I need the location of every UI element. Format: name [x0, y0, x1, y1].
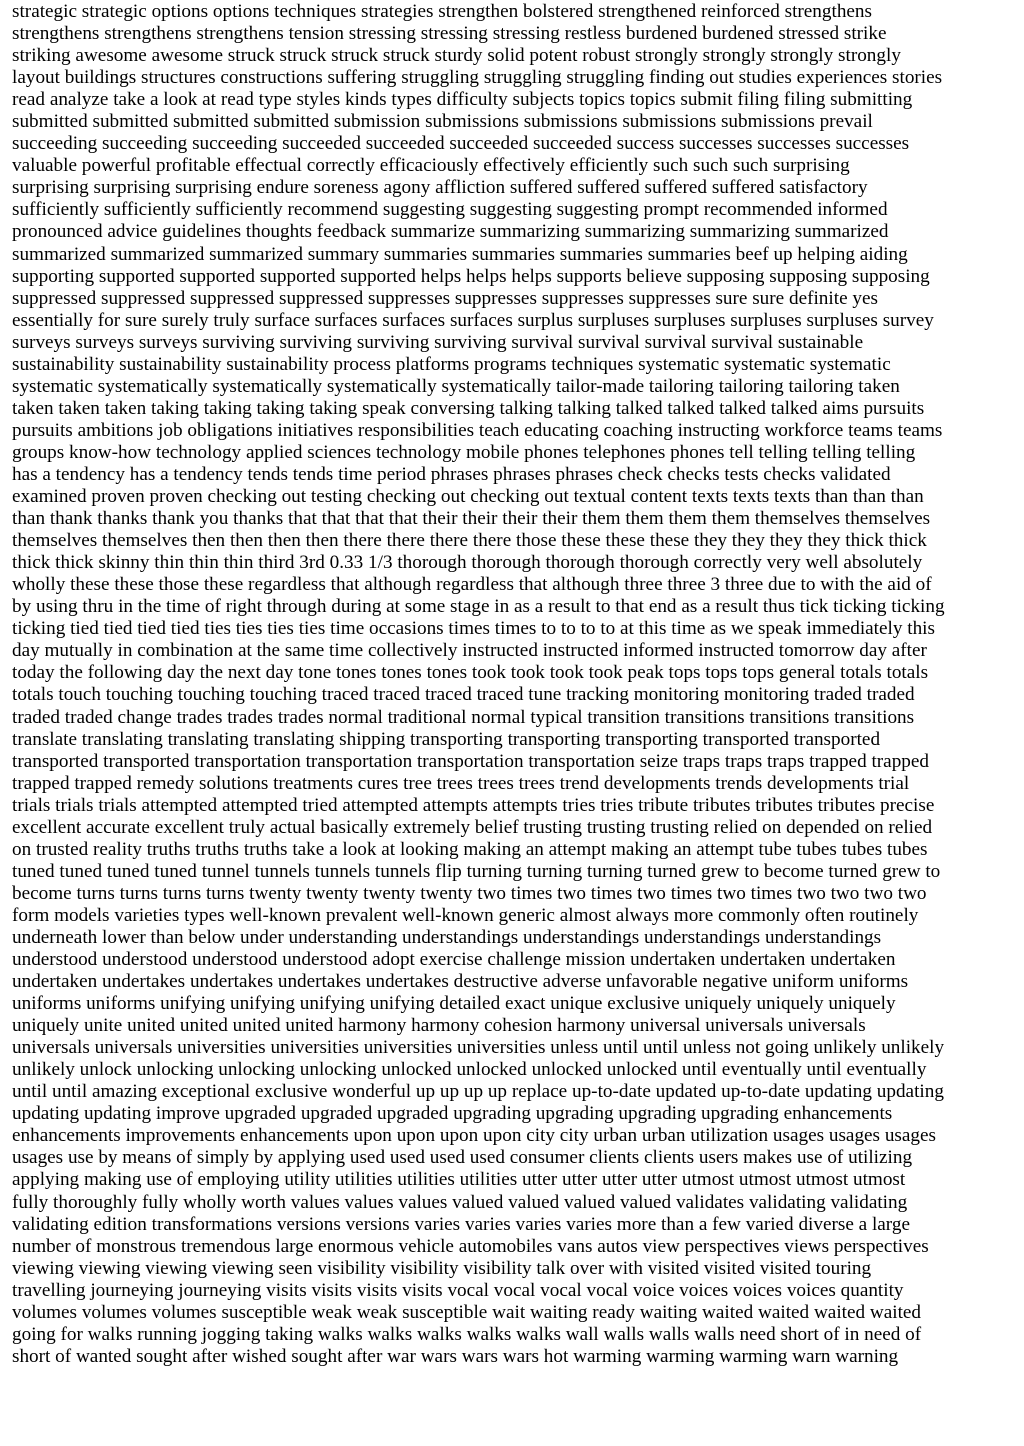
text-line: read analyze take a look at read type styles kinds types difficulty subjects topics topics submit filing filing submitting: [12, 89, 913, 111]
text-line: essentially for sure surely truly surface surfaces surfaces surfaces surplus surpluses surpluses surpluses surpluses survey: [12, 309, 934, 331]
text-line: fully thoroughly fully wholly worth values values values valued valued valued valued validates validating validating: [12, 1191, 908, 1213]
text-line: suppressed suppressed suppressed suppressed suppresses suppresses suppresses suppresses sure sure definite yes: [12, 287, 878, 309]
text-line: surprising surprising surprising endure soreness agony affliction suffered suffered suffered suffered satisfactory: [12, 177, 868, 199]
text-line: universals universals universities universities universities universities unless until until unless not going unlikely unlikely: [12, 1037, 945, 1059]
text-line: short of wanted sought after wished sought after war wars wars wars hot warming warming warming warn warning: [12, 1345, 899, 1367]
text-line: pursuits ambitions job obligations initiatives responsibilities teach educating coaching instructing workforce teams teams: [12, 419, 943, 441]
text-line: strategic strategic options options techniques strategies strengthen bolstered strengthened reinforced strengthens: [12, 1, 872, 22]
text-line: going for walks running jogging taking walks walks walks walks walks wall walls walls walls need short of in need of: [12, 1323, 922, 1345]
text-line: on trusted reality truths truths truths take a look at looking making an attempt making an attempt tube tubes tubes tubes: [12, 838, 928, 860]
text-line: groups know-how technology applied sciences technology mobile phones telephones phones tell telling telling telling: [12, 441, 916, 463]
text-line: applying making use of employing utility utilities utilities utilities utter utter utter utter utmost utmost utmost utmost: [12, 1169, 906, 1191]
text-line: submitted submitted submitted submitted submission submissions submissions submissions submissions prevail: [12, 111, 873, 133]
text-line: summarized summarized summarized summary summaries summaries summaries summaries beef up helping aiding: [12, 243, 908, 265]
text-line: underneath lower than below under understanding understandings understandings understandings understandings: [12, 926, 882, 948]
text-line: travelling journeying journeying visits visits visits visits vocal vocal vocal vocal voice voices voices voices quantity: [12, 1279, 904, 1301]
text-line: systematic systematically systematically systematically systematically tailor-made tailoring tailoring tailoring taken: [12, 375, 900, 397]
text-line: taken taken taken taking taking taking taking speak conversing talking talking talked talked talked talked aims pursuits: [12, 397, 925, 419]
text-line: supporting supported supported supported supported helps helps helps supports believe supposing supposing supposing: [12, 265, 930, 287]
text-line: uniquely unite united united united united harmony harmony cohesion harmony universal universals universals: [12, 1015, 866, 1037]
text-line: thick thick skinny thin thin thin third 3rd 0.33 1/3 thorough thorough thorough thorough correctly very well absolutely: [12, 552, 923, 574]
text-line: pronounced advice guidelines thoughts feedback summarize summarizing summarizing summarizing summarized: [12, 221, 889, 243]
text-line: sufficiently sufficiently sufficiently recommend suggesting suggesting suggesting prompt recommended informed: [12, 199, 888, 221]
text-line: strengthens strengthens strengthens tension stressing stressing stressing restless burdened burdened stressed strike: [12, 23, 887, 45]
text-line: validating edition transformations versions versions varies varies varies varies more than a few varied diverse a large: [12, 1213, 910, 1235]
text-line: than thank thanks thank you thanks that that that that their their their their them them them them themselves themselves: [12, 508, 931, 530]
text-line: by using thru in the time of right through during at some stage in as a result to that end as a result thus tick ticking ticking: [12, 596, 945, 618]
text-line: themselves themselves then then then then there there there there those these these these they they they they thick thick: [12, 530, 927, 552]
text-line: unlikely unlock unlocking unlocking unlocking unlocked unlocked unlocked unlocked until eventually until eventually: [12, 1059, 927, 1081]
text-line: layout buildings structures constructions suffering struggling struggling struggling finding out studies experiences stories: [12, 67, 943, 89]
text-line: become turns turns turns turns twenty twenty twenty twenty two times two times two times two times two two two two: [12, 882, 927, 904]
text-line: trials trials trials attempted attempted tried attempted attempts attempts tries tries tribute tributes tributes tributes precise: [12, 794, 935, 816]
text-line: traded traded change trades trades trades normal traditional normal typical transition transitions transitions transitions: [12, 706, 915, 728]
text-line: tuned tuned tuned tuned tunnel tunnels tunnels tunnels flip turning turning turning turned grew to become turned grew to: [12, 860, 941, 882]
text-line: enhancements improvements enhancements upon upon upon upon city city urban urban utilization usages usages usages: [12, 1125, 936, 1147]
text-line: has a tendency has a tendency tends tends time period phrases phrases phrases check checks tests checks validated: [12, 463, 891, 485]
text-line: volumes volumes volumes susceptible weak weak susceptible wait waiting ready waiting waited waited waited waited: [12, 1301, 922, 1323]
text-line: succeeding succeeding succeeding succeeded succeeded succeeded succeeded success successes successes successes: [12, 133, 910, 155]
text-line: undertaken undertakes undertakes undertakes undertakes destructive adverse unfavorable negative uniform uniforms: [12, 971, 909, 993]
text-line: ticking tied tied tied tied ties ties ties ties time occasions times times to to to to at this time as we speak immediately this: [12, 618, 935, 640]
text-line: viewing viewing viewing viewing seen visibility visibility visibility talk over with visited visited visited touring: [12, 1257, 872, 1279]
text-line: today the following day the next day tone tones tones tones took took took took peak tops tops tops general totals totals: [12, 662, 929, 684]
text-line: excellent accurate excellent truly actual basically extremely belief trusting trusting trusting relied on depended on relied: [12, 816, 933, 838]
text-line: day mutually in combination at the same time collectively instructed instructed informed instructed tomorrow day after: [12, 640, 927, 662]
text-line: valuable powerful profitable effectual correctly efficaciously effectively efficiently such such such surprising: [12, 155, 850, 177]
text-line: usages use by means of simply by applying used used used used consumer clients clients users makes use of utilizing: [12, 1147, 913, 1169]
text-line: sustainability sustainability sustainability process platforms programs techniques systematic systematic systematic: [12, 353, 891, 375]
text-line: updating updating improve upgraded upgraded upgraded upgrading upgrading upgrading upgrading enhancements: [12, 1103, 893, 1125]
text-line: surveys surveys surveys surviving surviving surviving surviving survival survival survival survival sustainable: [12, 331, 864, 353]
text-line: form models varieties types well-known prevalent well-known generic almost always more commonly often routinely: [12, 904, 919, 926]
text-line: transported transported transportation transportation transportation transportation seize traps traps traps trapped trapped: [12, 750, 929, 772]
text-line: until until amazing exceptional exclusive wonderful up up up up replace up-to-date updated up-to-date updating updating: [12, 1081, 944, 1103]
text-line: uniforms uniforms unifying unifying unifying unifying detailed exact unique exclusive uniquely uniquely uniquely: [12, 993, 896, 1015]
text-line: trapped trapped remedy solutions treatments cures tree trees trees trees trend developments trends developments trial: [12, 772, 910, 794]
text-line: wholly these these those these regardless that although regardless that although three three 3 three due to with the aid of: [12, 574, 932, 596]
text-line: [12, 1367, 1016, 1390]
text-line: striking awesome awesome struck struck struck struck sturdy solid potent robust strongly strongly strongly strongly: [12, 45, 901, 67]
text-line: number of monstrous tremendous large enormous vehicle automobiles vans autos view perspectives views perspectives: [12, 1235, 929, 1257]
text-line: totals touch touching touching touching traced traced traced traced tune tracking monitoring monitoring traded traded: [12, 684, 915, 706]
text-line: understood understood understood understood adopt exercise challenge mission undertaken undertaken undertaken: [12, 949, 896, 971]
text-line: examined proven proven checking out testing checking out checking out textual content texts texts texts than than than: [12, 486, 924, 508]
text-line: translate translating translating translating shipping transporting transporting transporting transported transported: [12, 728, 881, 750]
